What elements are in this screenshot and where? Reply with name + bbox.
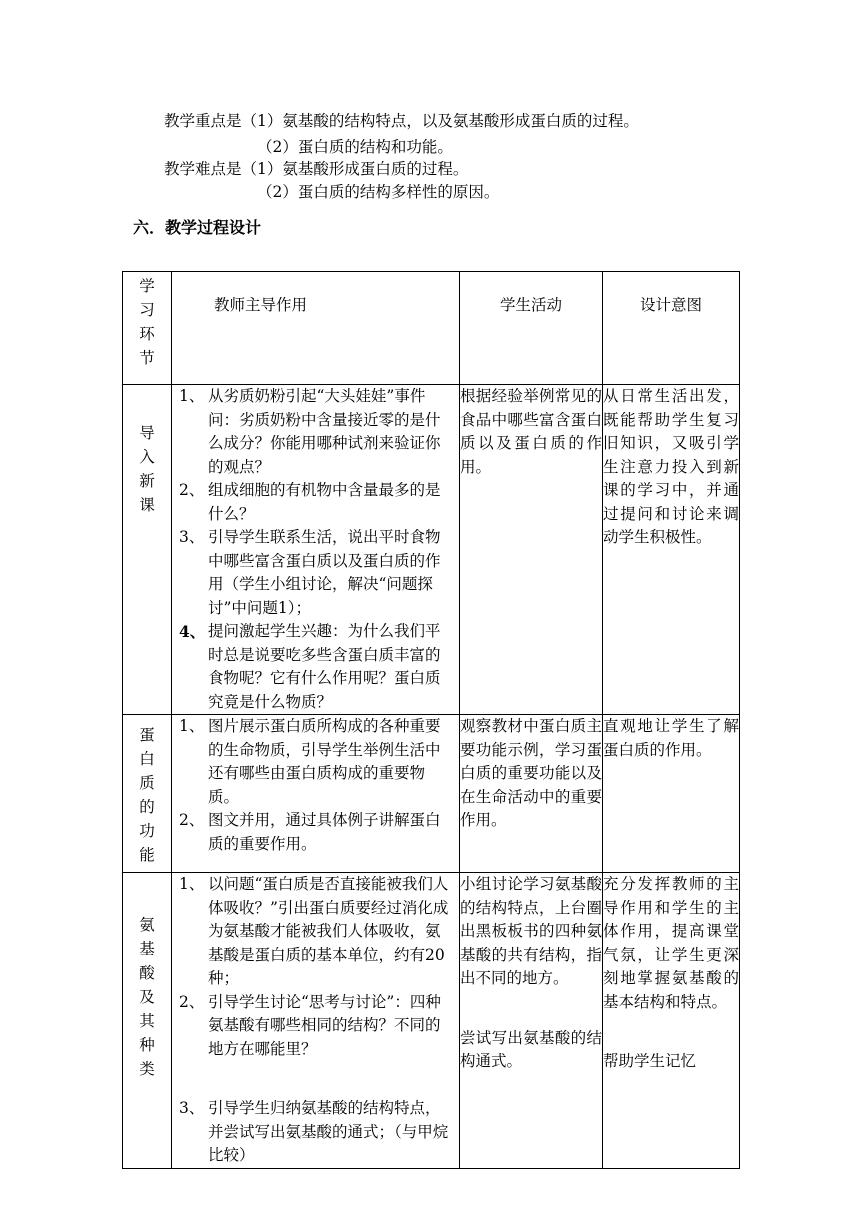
table-row xyxy=(123,873,740,1169)
item-number: 2、 xyxy=(179,992,205,1011)
header-stage-cell xyxy=(123,272,172,385)
stage-char: 能 xyxy=(139,846,155,864)
stage-cell-amino-acids xyxy=(123,873,172,1169)
stage-char: 氨 xyxy=(139,916,155,934)
spacer xyxy=(460,991,602,1027)
difficulties-line-2: （2）蛋白质的结构多样性的原因。 xyxy=(257,183,500,201)
item-number: 1、 xyxy=(179,717,205,735)
list-item xyxy=(172,809,453,856)
list-item xyxy=(172,620,453,714)
list-item xyxy=(172,715,453,809)
table-header-row xyxy=(123,272,740,385)
intent-cell-protein-function: 直观地让学生了解蛋白质的作用。 xyxy=(603,715,740,873)
item-number: 1、 xyxy=(179,875,205,893)
list-item xyxy=(172,385,453,479)
header-student-cell: 学生活动 xyxy=(460,272,603,385)
stage-char: 导 xyxy=(139,424,155,442)
stage-char: 种 xyxy=(139,1036,155,1054)
item-text: 从劣质奶粉引起“大头娃娃”事件问：劣质奶粉中含量接近零的是什么成分？你能用哪种试剂来验证你的观点？ xyxy=(208,387,441,476)
student-cell-amino-acids xyxy=(460,873,603,1169)
stage-char: 新 xyxy=(139,472,155,490)
header-intent-cell: 设计意图 xyxy=(603,272,740,385)
item-number: 3、 xyxy=(179,1099,205,1117)
header-teacher-cell: 教师主导作用 xyxy=(172,272,460,385)
stage-char: 其 xyxy=(139,1012,155,1030)
header-stage-char: 节 xyxy=(139,349,155,367)
stage-char: 入 xyxy=(139,448,155,466)
intent-cell-intro: 从日常生活出发，既能帮助学生复习旧知识，又吸引学生注意力投入到新课的学习中，并通过提问和讨论来调动学生积极性。 xyxy=(603,385,740,715)
student-cell-intro: 根据经验举例常见的食品中哪些富含蛋白质以及蛋白质的作用。 xyxy=(460,385,603,715)
stage-cell-intro xyxy=(123,385,172,715)
student-cell-protein-function: 观察教材中蛋白质主要功能示例，学习蛋白质的重要功能以及在生命活动中的重要作用。 xyxy=(460,715,603,873)
stage-char: 酸 xyxy=(139,964,155,982)
intent-cell-amino-acids xyxy=(603,873,740,1169)
stage-char: 白 xyxy=(139,750,155,768)
stage-char: 蛋 xyxy=(139,726,155,744)
stage-char: 功 xyxy=(139,822,155,840)
item-number: 1、 xyxy=(179,387,205,405)
student-activity-text: 尝试写出氨基酸的结构通式。 xyxy=(460,1028,602,1070)
stage-char: 课 xyxy=(139,496,155,514)
teacher-cell-intro xyxy=(172,385,460,715)
list-item xyxy=(172,873,453,991)
design-intent-text: 帮助学生记忆 xyxy=(603,1052,697,1070)
item-text: 引导学生归纳氨基酸的结构特点，并尝试写出氨基酸的通式；（与甲烷比较） xyxy=(208,1099,449,1164)
stage-char: 类 xyxy=(139,1060,155,1078)
key-points-line-2: （2）蛋白质的结构和功能。 xyxy=(257,138,453,156)
table-row xyxy=(123,385,740,715)
list-spacer xyxy=(172,1061,453,1097)
list-item xyxy=(172,479,453,526)
list-item xyxy=(172,1097,453,1168)
item-text: 图片展示蛋白质所构成的各种重要的生命物质，引导学生举例生活中还有哪些由蛋白质构成的重要物质。 xyxy=(208,717,441,806)
stage-char: 基 xyxy=(139,940,155,958)
stage-char: 质 xyxy=(139,774,155,792)
item-text: 提问激起学生兴趣：为什么我们平时总是说要吃多些含蛋白质丰富的食物呢？它有什么作用呢？蛋白质究竟是什么物质？ xyxy=(208,622,441,711)
table-row xyxy=(123,715,740,873)
stage-cell-protein-function xyxy=(123,715,172,873)
item-number: 2、 xyxy=(179,811,205,829)
teaching-process-table xyxy=(122,271,740,1169)
difficulties-line-1: 教学难点是（1）氨基酸形成蛋白质的过程。 xyxy=(164,160,469,178)
design-intent-text: 充分发挥教师的主导作用和学生的主体作用，提高课堂气氛，让学生更深刻地掌握氨基酸的基本结构和特点。 xyxy=(603,875,739,1011)
teacher-cell-amino-acids xyxy=(172,873,460,1169)
item-text: 引导学生讨论“思考与讨论”：四种氨基酸有哪些相同的结构？不同的地方在哪能里？ xyxy=(208,992,441,1058)
list-item xyxy=(172,991,453,1062)
student-activity-text: 小组讨论学习氨基酸的结构特点，上台圈出黑板板书的四种氨基酸的共有结构，指出不同的地方。 xyxy=(460,875,602,987)
stage-char: 及 xyxy=(139,988,155,1006)
item-text: 引导学生联系生活，说出平时食物中哪些富含蛋白质以及蛋白质的作用（学生小组讨论，解决“问题探讨”中问题1）； xyxy=(208,528,441,617)
header-stage-char: 学 xyxy=(139,277,155,295)
item-number: 3、 xyxy=(179,528,205,546)
list-item xyxy=(172,526,453,620)
item-text: 图文并用，通过具体例子讲解蛋白质的重要作用。 xyxy=(208,811,441,853)
item-text: 组成细胞的有机物中含量最多的是什么？ xyxy=(208,481,441,523)
item-number: 4、 xyxy=(179,622,206,641)
section-heading: 六．教学过程设计 xyxy=(133,218,262,237)
spacer xyxy=(603,1014,739,1050)
stage-char: 的 xyxy=(139,798,155,816)
item-number: 2、 xyxy=(179,481,205,499)
key-points-line-1: 教学重点是（1）氨基酸的结构特点，以及氨基酸形成蛋白质的过程。 xyxy=(164,112,639,130)
teacher-cell-protein-function xyxy=(172,715,460,873)
item-text: 以问题“蛋白质是否直接能被我们人体吸收？”引出蛋白质要经过消化成为氨基酸才能被我们人体吸收，氨基酸是蛋白质的基本单位，约有20种； xyxy=(208,875,449,987)
header-stage-char: 环 xyxy=(139,325,155,343)
header-stage-char: 习 xyxy=(139,301,155,319)
